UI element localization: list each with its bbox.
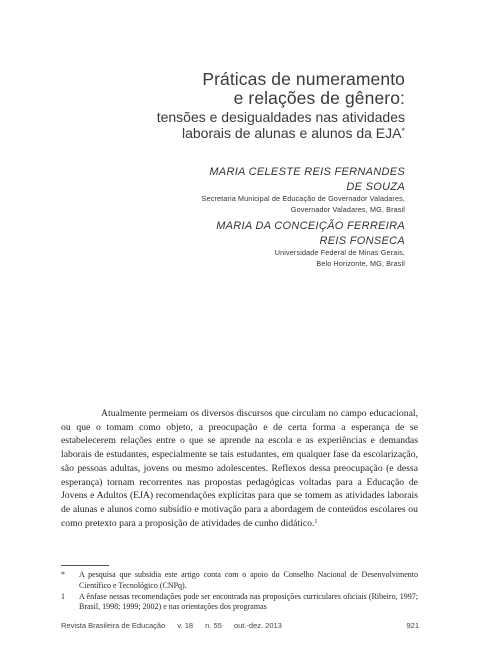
journal-info xyxy=(61,621,292,630)
author-affiliation xyxy=(202,193,405,215)
body-text xyxy=(61,407,418,530)
author-affiliation xyxy=(275,247,405,269)
author-name-line: DE SOUZA xyxy=(346,181,405,193)
author-name xyxy=(209,165,405,195)
footnote-mark: * xyxy=(61,570,65,579)
article-subtitle xyxy=(157,110,405,141)
article-title xyxy=(202,70,405,108)
affiliation-line: Universidade Federal de Minas Gerais, xyxy=(274,248,405,257)
footnote xyxy=(61,592,418,614)
journal-period: out.-dez. 2013 xyxy=(233,621,282,630)
subtitle-line xyxy=(157,126,405,142)
footnote-marker: * xyxy=(401,125,405,136)
author-name-line: MARIA DA CONCEIÇÃO FERREIRA xyxy=(216,220,405,232)
title-line: e relações de gênero: xyxy=(233,88,405,108)
paragraph-text: Atualmente permeiam os diversos discursos que circulam no campo educacional, ou que o tomam como objeto, a preocupação e de certa forma a esperança de se estabelecerem relações entre o que se aprende na escola e as experiências e demandas laborais de estudantes, especialmente se tais estudantes, em qualquer fase da escolarização, são pessoas adultas, jovens ou mesmo adolescentes. Reflexos dessa preocupação (e dessa esperança) tornam recorrentes nas propostas pedagógicas voltadas para a Educação de Jovens e Adultos (EJA) recomendações explícitas para que se tomem as atividades laborais de alunas e alunos como subsídio e motivação para a abordagem de conteúdos escolares ou como pretexto para a proposição de atividades de cunho didático. xyxy=(61,408,418,529)
footnote-text: A ênfase nessas recomendações pode ser encontrada nas proposições curriculares oficiais (Ribeiro, 1997; Brasil, 1998; 1999; 2002) e nas orientações dos programas xyxy=(79,591,418,612)
footnote-mark: 1 xyxy=(61,591,65,601)
footnote-divider xyxy=(61,565,109,566)
affiliation-line: Governador Valadares, MG, Brasil xyxy=(290,205,405,214)
journal-volume: v. 18 xyxy=(177,621,194,630)
author-name-line: MARIA CELESTE REIS FERNANDES xyxy=(209,166,405,178)
author-name-line: REIS FONSECA xyxy=(319,235,405,247)
journal-number: n. 55 xyxy=(205,621,222,630)
footnote-text: A pesquisa que subsidia este artigo conta com o apoio do Conselho Nacional de Desenvolvimento Científico e Tecnológico (CNPq). xyxy=(79,570,418,590)
page-footer xyxy=(61,621,419,630)
footnote xyxy=(61,570,418,592)
body-paragraph xyxy=(61,407,418,530)
journal-name: Revista Brasileira de Educação xyxy=(61,621,166,630)
subtitle-line-text: laborais de alunas e alunos da EJA xyxy=(182,124,402,141)
affiliation-line: Secretaria Municipal de Educação de Governador Valadares, xyxy=(201,194,405,203)
subtitle-line: tensões e desigualdades nas atividades xyxy=(156,109,405,125)
affiliation-line: Belo Horizonte, MG, Brasil xyxy=(316,259,405,268)
footnote-reference: 1 xyxy=(314,518,318,525)
author-name xyxy=(216,219,405,249)
footnotes xyxy=(61,570,418,613)
title-line: Práticas de numeramento xyxy=(202,69,405,89)
page-number: 921 xyxy=(406,621,419,630)
